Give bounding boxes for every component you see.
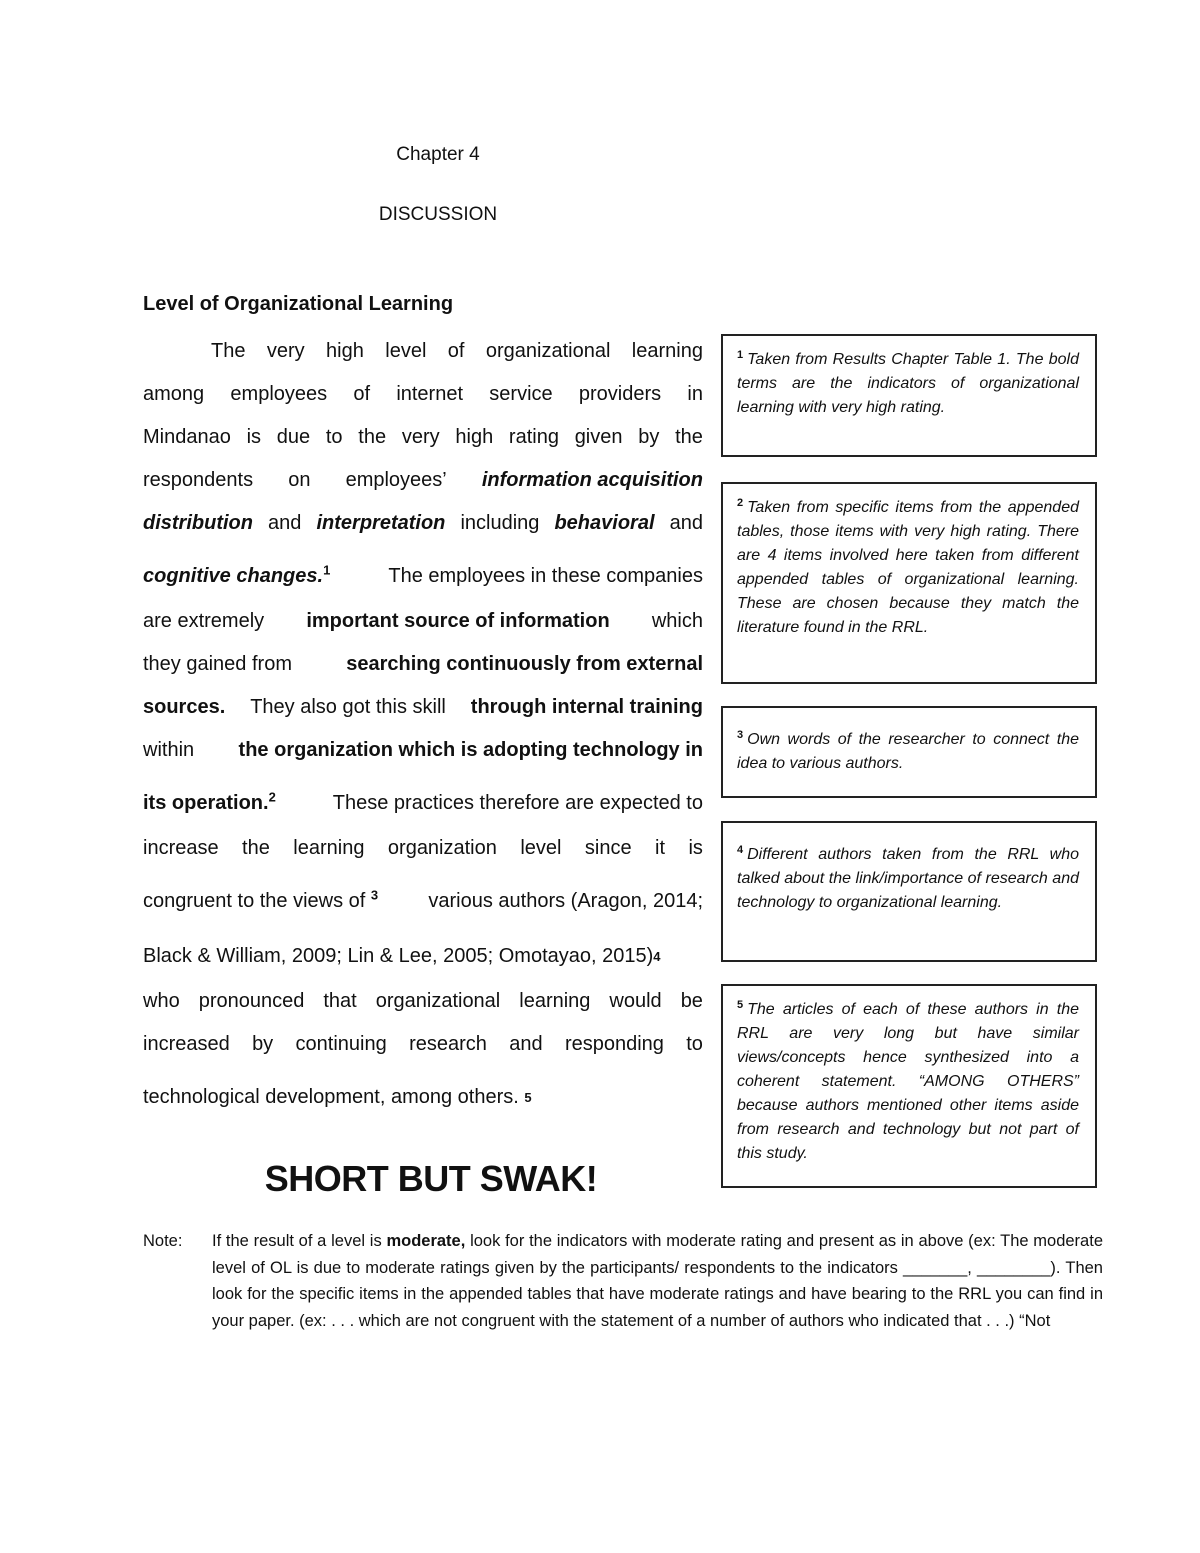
paragraph-line: cognitive changes.$^1$ The employees in these companies — [143, 562, 703, 587]
paragraph-line: among employees of internet service providers in — [143, 383, 703, 405]
subsection-heading: Level of Organizational Learning — [143, 293, 454, 315]
footnote-box-1: $^1$ Taken from Results Chapter Table 1. The bold terms are the indicators of organizational learning with very high rating. — [721, 334, 1097, 457]
footnote-box-2: $^2$ Taken from specific items from the appended tables, those items with very high rating. There are 4 items involved here taken from different appended tables of organizational learning. These are chosen because they match the literature found in the RRL. — [721, 482, 1097, 684]
paragraph-line: congruent to the views of $^3$ various authors (Aragon, 2014; — [143, 887, 703, 912]
main-paragraph — [143, 330, 703, 1121]
chapter-title: Chapter 4 — [396, 144, 480, 165]
section-title: DISCUSSION — [378, 204, 498, 225]
footnote-box-3: $^3$ Own words of the researcher to connect the idea to various authors. — [721, 706, 1097, 798]
paragraph-line: increase the learning organization level since it is — [143, 837, 703, 859]
note-body: If the result of a level is moderate, look for the indicators with moderate rating and present as in above (ex: The moderate level of OL is due to moderate ratings given by the participants/ respondents to the indicators _______, ________). Then look for the specific items in the appended tables that have moderate ratings and have bearing to the RRL you can find in your paper. (ex: . . . which are not congruent with the statement of a number of authors who indicated that . . .) “Not — [212, 1232, 1103, 1330]
paragraph-line: technological development, among others. 5 — [143, 1086, 532, 1108]
paragraph-line: distribution and interpretation including behavioral and — [143, 512, 703, 534]
paragraph-line: who pronounced that organizational learning would be — [143, 990, 703, 1012]
paragraph-line: Black & William, 2009; Lin & Lee, 2005; Omotayao, 2015) 4 — [143, 945, 661, 967]
paragraph-line: they gained from searching continuously from external — [143, 653, 703, 675]
footnote-box-5: $^5$ The articles of each of these authors in the RRL are very long but have similar views/concepts hence synthesized into a coherent statement. “AMONG OTHERS” because authors mentioned other items aside from research and technology but not part of this study. — [721, 984, 1097, 1188]
paragraph-line: sources. They also got this skill through internal training — [143, 696, 703, 718]
paragraph-line: within the organization which is adopting technology in — [143, 739, 703, 761]
note-label: Note: — [143, 1232, 183, 1250]
paragraph-line: its operation.$^2$ These practices therefore are expected to — [143, 789, 703, 814]
footnote-box-4: $^4$ Different authors taken from the RRL who talked about the link/importance of research and technology to organizational learning. — [721, 821, 1097, 962]
paragraph-line: respondents on employees’ information acquisition — [143, 469, 703, 491]
paragraph-line: are extremely important source of information which — [143, 610, 703, 632]
paragraph-line: increased by continuing research and responding to — [143, 1033, 703, 1055]
note-section — [143, 1228, 1103, 1334]
tagline: SHORT BUT SWAK! — [264, 1158, 598, 1199]
paragraph-line: The very high level of organizational learning — [211, 340, 703, 362]
paragraph-line: Mindanao is due to the very high rating given by the — [143, 426, 703, 448]
